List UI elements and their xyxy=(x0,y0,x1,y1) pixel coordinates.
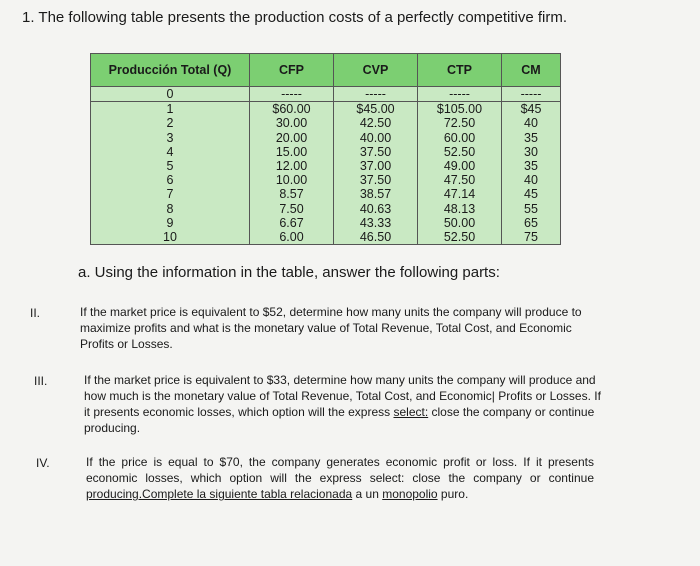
item-text-part: puro. xyxy=(437,487,469,501)
table-cell: 40 xyxy=(502,116,561,130)
table-cell: 0 xyxy=(91,87,250,102)
table-cell: 37.50 xyxy=(334,145,418,159)
table-cell: $45.00 xyxy=(334,102,418,117)
item-numeral: IV. xyxy=(36,456,50,470)
table-row xyxy=(91,187,561,201)
header-cfp: CFP xyxy=(250,54,334,87)
table-row xyxy=(91,131,561,145)
table-row xyxy=(91,145,561,159)
table-cell: $105.00 xyxy=(418,102,502,117)
table-cell: $60.00 xyxy=(250,102,334,117)
table-cell: 52.50 xyxy=(418,145,502,159)
table-cell: 1 xyxy=(91,102,250,117)
table-cell: 6 xyxy=(91,173,250,187)
table-header-row xyxy=(91,54,561,87)
table-cell: ----- xyxy=(250,87,334,102)
table-cell: 49.00 xyxy=(418,159,502,173)
item-numeral: II. xyxy=(30,306,41,320)
item-text xyxy=(86,454,594,502)
table-cell: 20.00 xyxy=(250,131,334,145)
question-number: 1. xyxy=(22,9,35,26)
table-cell: 7 xyxy=(91,187,250,201)
item-text-underlined: monopolio xyxy=(382,487,438,501)
table-row xyxy=(91,87,561,102)
table-cell: 47.50 xyxy=(418,173,502,187)
table-cell: 2 xyxy=(91,116,250,130)
table-row xyxy=(91,230,561,245)
table-cell: 40 xyxy=(502,173,561,187)
table-cell: 7.50 xyxy=(250,202,334,216)
question-text: The following table presents the production costs of a perfectly competitive firm. xyxy=(38,9,568,26)
table-cell: 15.00 xyxy=(250,145,334,159)
table-cell: 60.00 xyxy=(418,131,502,145)
question-header xyxy=(22,8,682,28)
table-cell: 9 xyxy=(91,216,250,230)
item-text-part: If the price is equal to $70, the company generates economic profit or loss. If it presents economic losses, which option will the express select: close the company or continue xyxy=(86,455,594,485)
table-cell: 46.50 xyxy=(334,230,418,245)
header-ctp: CTP xyxy=(418,54,502,87)
table-row xyxy=(91,159,561,173)
table-cell: 4 xyxy=(91,145,250,159)
table-cell: 40.00 xyxy=(334,131,418,145)
table-cell: 38.57 xyxy=(334,187,418,201)
table-cell: ----- xyxy=(334,87,418,102)
table-cell: 6.00 xyxy=(250,230,334,245)
table-cell: 45 xyxy=(502,187,561,201)
table-cell: 50.00 xyxy=(418,216,502,230)
table-cell: 30 xyxy=(502,145,561,159)
table-cell: 65 xyxy=(502,216,561,230)
table-cell: 48.13 xyxy=(418,202,502,216)
item-text-part: If the market price is equivalent to $33, determine how many units the company will produce and how much is the monetary value of Total Revenue, Total Cost, and Economic| Profits or Losses. If it presents economic losses, which option will the express xyxy=(84,373,601,419)
table-cell: 10 xyxy=(91,230,250,245)
item-text-underlined: select: xyxy=(393,405,429,419)
table-cell: 52.50 xyxy=(418,230,502,245)
table-cell: 47.14 xyxy=(418,187,502,201)
item-text-underlined: producing.Complete la siguiente tabla relacionada xyxy=(86,487,353,501)
item-text xyxy=(84,372,602,436)
item-numeral: III. xyxy=(34,374,48,388)
table-cell: 8 xyxy=(91,202,250,216)
table-cell: 40.63 xyxy=(334,202,418,216)
table-cell: ----- xyxy=(502,87,561,102)
table-cell: 72.50 xyxy=(418,116,502,130)
table-cell: 42.50 xyxy=(334,116,418,130)
table-row xyxy=(91,102,561,117)
table-row xyxy=(91,202,561,216)
item-text-part: close the company or continue producing. xyxy=(84,405,595,435)
item-text-part: a un xyxy=(352,487,383,501)
table-cell: 12.00 xyxy=(250,159,334,173)
table-cell: 37.50 xyxy=(334,173,418,187)
table-cell: 37.00 xyxy=(334,159,418,173)
table-cell: 55 xyxy=(502,202,561,216)
table-cell: 35 xyxy=(502,159,561,173)
table-row xyxy=(91,173,561,187)
table-cell: ----- xyxy=(418,87,502,102)
table-cell: 5 xyxy=(91,159,250,173)
table-cell: 75 xyxy=(502,230,561,245)
table-cell: $45 xyxy=(502,102,561,117)
item-text: If the market price is equivalent to $52, determine how many units the company will produce to maximize profits and what is the monetary value of Total Revenue, Total Cost, and Economic Profits or Losses. xyxy=(80,305,582,351)
table-cell: 35 xyxy=(502,131,561,145)
table-cell: 3 xyxy=(91,131,250,145)
header-cvp: CVP xyxy=(334,54,418,87)
table-cell: 6.67 xyxy=(250,216,334,230)
header-cm: CM xyxy=(502,54,561,87)
cost-table xyxy=(90,53,561,245)
instruction-text: a. Using the information in the table, answer the following parts: xyxy=(78,264,500,281)
table-cell: 43.33 xyxy=(334,216,418,230)
table-cell: 10.00 xyxy=(250,173,334,187)
table-cell: 30.00 xyxy=(250,116,334,130)
table-row xyxy=(91,216,561,230)
table-cell: 8.57 xyxy=(250,187,334,201)
table-row xyxy=(91,116,561,130)
header-q: Producción Total (Q) xyxy=(91,54,250,87)
